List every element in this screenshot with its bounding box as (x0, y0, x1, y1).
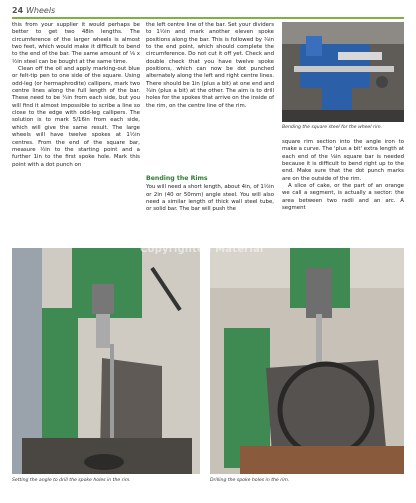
text-column-2 (146, 22, 274, 110)
header-rule (12, 17, 404, 19)
figure-caption-right: Drilling the spoke holes in the rim. (210, 478, 290, 483)
text-column-3 (282, 139, 404, 212)
drill-press-angle-illustration (12, 248, 200, 474)
drill-press-rim-illustration (210, 248, 404, 474)
section-heading: Bending the Rims (146, 175, 208, 182)
paragraph: this from your supplier it would perhaps be better to get two 48in lengths. The circumference of the larger wheels is almost two feet, which would make it difficult to bend to the end of the bar. The same amount of ⅛ x ½in steel can be bought at the same time. (12, 22, 140, 65)
vice-illustration (282, 22, 404, 122)
figure-caption-left: Setting the angle to drill the spoke holes in the rim. (12, 478, 131, 483)
running-section-title: Wheels (26, 6, 56, 15)
page-number: 24 (12, 6, 24, 15)
drill-press-photo-left (12, 248, 200, 474)
drill-press-photo-right (210, 248, 404, 474)
text-column-1 (12, 22, 140, 169)
watermark: Copyrighted Material (140, 244, 264, 255)
paragraph: A slice of cake, or the part of an orange we call a segment, is actually a sector: the area between two radii and an arc. A segment (282, 183, 404, 212)
photo-caption: Bending the square steel for the wheel rim. (282, 125, 383, 130)
paragraph: square rim section into the angle iron to make a curve. The 'plus a bit' extra length at each end of the ⅛in square bar is needed because it is difficult to bend right up to the end. Make sure that the dot punch marks are on the outside of the rim. (282, 139, 404, 182)
paragraph: You will need a short length, about 4in, of 1½in or 2in (40 or 50mm) angle steel. You will also need a similar length of thick wall steel tube, or solid bar. The bar will push the (146, 184, 274, 213)
vice-photo (282, 22, 404, 122)
paragraph: the left centre line of the bar. Set your dividers to 1½in and mark another eleven spoke positions along the bar. This is followed by ¾in to the end point, which should complete the circumference. Do not cut it off yet. Check and double check that you have twelve spoke positions, which can now be dot punched alternately along the left and right centre lines. There should be 1in (plus a bit) at one end and ¾in (plus a bit) at the other. The aim is to drill holes for the spokes that arrive on the inside of the rim, on the centre line of the rim. (146, 22, 274, 109)
paragraph: Clean off the oil and apply marking-out blue or felt-tip pen to one side of the square. Using odd-leg (or hermaphrodite) callipers, mark two centre lines along the full length of the bar. These need to be ¼in from each side, but you will find it almost impossible to scribe a line so close to the edge with odd-leg callipers. The solution is to mark 5/16in from each side, which will give the same result. The large wheels will have twelve spokes at 1½in centres. From the end of the square bar, measure ½in to the starting point and a further 1in to the first spoke hole. Mark this point with a dot punch on (12, 66, 140, 168)
page-header (12, 6, 404, 20)
bending-rims-section (146, 173, 274, 214)
